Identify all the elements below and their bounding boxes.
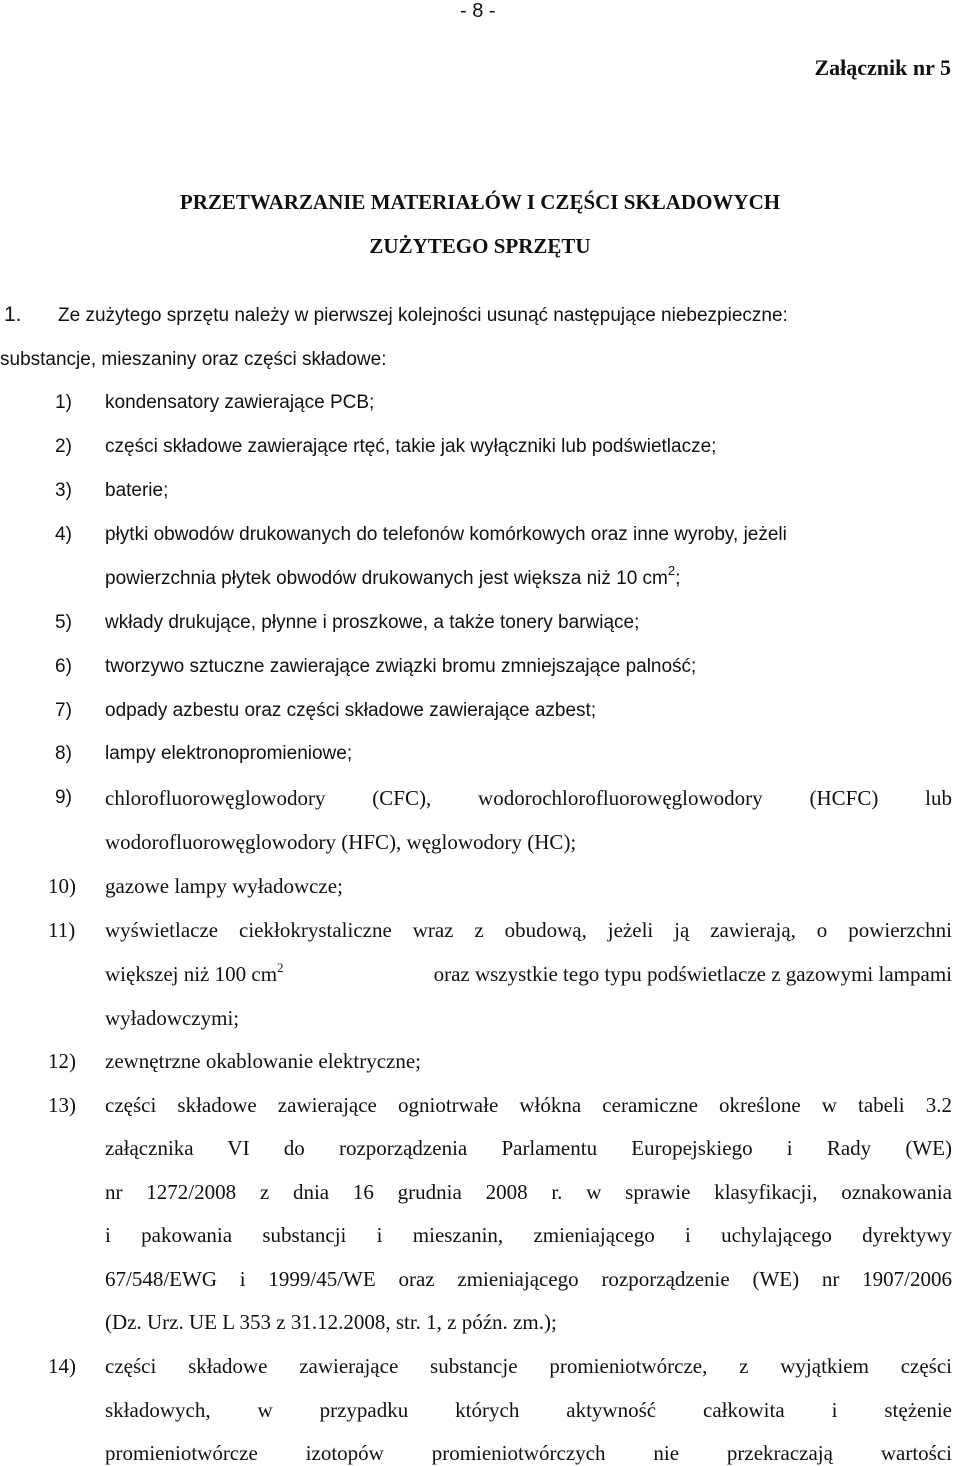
list-item-text: chlorofluorowęglowodory (CFC), wodorochlorofluorowęglowodory (HCFC) lub (105, 786, 952, 810)
list-item-text: i pakowania substancji i mieszanin, zmieniającego i uchylającego dyrektywy (105, 1223, 952, 1247)
list-item-number: 6) (55, 656, 72, 677)
list-item-number: 4) (55, 524, 72, 545)
list-item-number: 5) (55, 612, 72, 633)
list-item-text: wkłady drukujące, płynne i proszkowe, a także tonery barwiące; (105, 612, 640, 633)
intro-line-2: substancje, mieszaniny oraz części składowe: (0, 349, 387, 370)
document-title-line-2: ZUŻYTEGO SPRZĘTU (369, 234, 591, 258)
list-item-text: zewnętrzne okablowanie elektryczne; (105, 1049, 421, 1073)
list-item-text: części składowe zawierające rtęć, takie jak wyłączniki lub podświetlacze; (105, 436, 717, 457)
list-item-text: promieniotwórcze izotopów promieniotwórczych nie przekraczają wartości (105, 1441, 952, 1465)
punctuation: ; (675, 568, 681, 589)
list-item-text: płytki obwodów drukowanych do telefonów komórkowych oraz inne wyroby, jeżeli (105, 524, 787, 545)
list-item-text: 67/548/EWG i 1999/45/WE oraz zmieniającego rozporządzenie (WE) nr 1907/2006 (105, 1267, 952, 1291)
list-item-text: lampy elektronopromieniowe; (105, 743, 353, 764)
list-item-text: kondensatory zawierające PCB; (105, 392, 375, 413)
section-number: 1. (4, 303, 22, 326)
list-item-text-part (105, 961, 284, 987)
list-item-text: oraz wszystkie tego typu podświetlacze z gazowymi lampami (433, 962, 952, 986)
annex-title: Załącznik nr 5 (814, 55, 951, 80)
list-item-text: części składowe zawierające substancje promieniotwórcze, z wyjątkiem części (105, 1354, 952, 1378)
list-item-number: 7) (55, 700, 72, 721)
list-item-text: składowych, w przypadku których aktywność całkowita i stężenie (105, 1398, 952, 1422)
intro-line-1: Ze zużytego sprzętu należy w pierwszej kolejności usunąć następujące niebezpieczne: (58, 305, 788, 326)
document-title-line-1: PRZETWARZANIE MATERIAŁÓW I CZĘŚCI SKŁADOWYCH (179, 190, 781, 214)
list-item-text: wodorofluorowęglowodory (HFC), węglowodory (HC); (105, 830, 577, 854)
list-item-text: powierzchnia płytek obwodów drukowanych jest większa niż 10 cm (105, 568, 668, 589)
list-item-text: tworzywo sztuczne zawierające związki bromu zmniejszające palność; (105, 656, 697, 677)
list-item-number: 10) (48, 874, 76, 898)
superscript: 2 (277, 960, 284, 975)
list-item-text: większej niż 100 cm (105, 962, 278, 986)
list-item-text: baterie; (105, 480, 169, 501)
list-item-text: wyładowczymi; (105, 1006, 240, 1030)
list-item-text-continued (105, 961, 952, 987)
list-item-number: 14) (48, 1354, 76, 1378)
list-item-number: 9) (55, 787, 72, 808)
list-item-text: części składowe zawierające ogniotrwałe włókna ceramiczne określone w tabeli 3.2 (105, 1093, 952, 1117)
list-item-text-continued (105, 563, 952, 592)
page-number: - 8 - (460, 0, 496, 22)
list-item-text: gazowe lampy wyładowcze; (105, 874, 343, 898)
list-item-number: 1) (55, 392, 72, 413)
list-item-text: wyświetlacze ciekłokrystaliczne wraz z obudową, jeżeli ją zawierają, o powierzchni (105, 918, 952, 942)
list-item-text: odpady azbestu oraz części składowe zawierające azbest; (105, 700, 597, 721)
list-item-number: 12) (48, 1049, 76, 1073)
list-item-number: 2) (55, 436, 72, 457)
list-item-number: 13) (48, 1093, 76, 1117)
list-item-number: 8) (55, 743, 72, 764)
list-item-text: (Dz. Urz. UE L 353 z 31.12.2008, str. 1, z późn. zm.); (105, 1310, 557, 1334)
list-item-text: nr 1272/2008 z dnia 16 grudnia 2008 r. w sprawie klasyfikacji, oznakowania (105, 1180, 952, 1204)
list-item-number: 11) (48, 918, 76, 942)
list-item-number: 3) (55, 480, 72, 501)
superscript: 2 (667, 563, 676, 578)
list-item-text: załącznika VI do rozporządzenia Parlamentu Europejskiego i Rady (WE) (105, 1136, 952, 1160)
